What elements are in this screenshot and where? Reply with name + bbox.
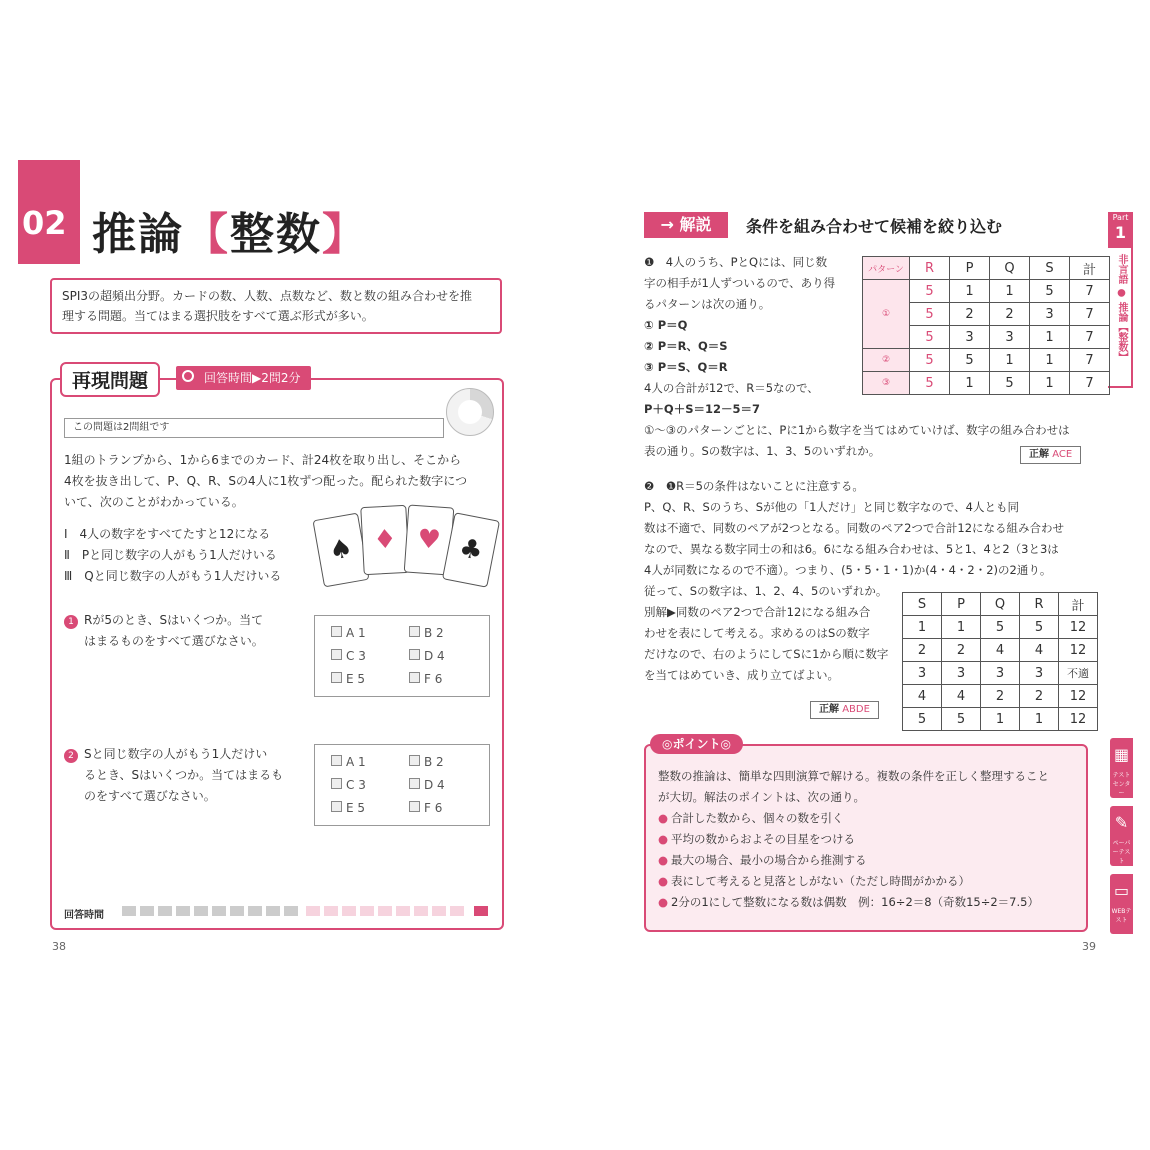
intro-line: SPI3の超頻出分野。カードの数、人数、点数など、数と数の組み合わせを推 — [62, 289, 473, 303]
table-cell: 3 — [950, 326, 990, 349]
time-block — [122, 906, 136, 916]
time-block — [378, 906, 392, 916]
text-line: ❷ ❶R＝5の条件はないことに注意する。 — [644, 479, 864, 493]
chapter-number: 02 — [22, 204, 67, 242]
table-cell: 5 — [910, 326, 950, 349]
table-row — [903, 685, 1098, 708]
table-cell: 2 — [942, 639, 981, 662]
kaisetsu-label: → 解説 — [644, 212, 728, 238]
table-cell: 5 — [1030, 280, 1070, 303]
text-line: ❶ 4人のうち、PとQには、同じ数 — [644, 255, 828, 269]
bullet-icon: ● — [658, 832, 669, 846]
table-header-cell: パターン — [863, 257, 910, 280]
option-d[interactable]: D 4 — [409, 649, 445, 663]
spade-card-icon: ♠ — [312, 513, 369, 588]
table-cell: 2 — [903, 639, 942, 662]
time-block — [194, 906, 208, 916]
table-cell: 3 — [990, 326, 1030, 349]
text-line: が大切。解法のポイントは、次の通り。 — [658, 790, 865, 804]
table-header-cell: P — [942, 593, 981, 616]
answer-label: 正解 — [1029, 449, 1049, 460]
table-cell: 3 — [1030, 303, 1070, 326]
table-header-cell: P — [950, 257, 990, 280]
question-line: Sと同じ数字の人がもう1人だけい — [84, 747, 268, 761]
side-tab-test-center[interactable]: ▦ テストセンター — [1110, 738, 1133, 798]
time-block — [396, 906, 410, 916]
text-line: P、Q、R、Sのうち、Sが他の「1人だけ」と同じ数字なので、4人とも同 — [644, 500, 1019, 514]
problem-line: 4枚を抜き出して、P、Q、R、Sの4人に1枚ずつ配った。配られた数字につ — [64, 474, 468, 488]
table-cell: 5 — [910, 303, 950, 326]
right-page — [588, 160, 1133, 980]
point-body — [658, 766, 1084, 913]
playing-cards-illustration — [318, 504, 498, 588]
table-header-cell: 計 — [1070, 257, 1110, 280]
table-row — [903, 662, 1098, 685]
section-2-text — [644, 476, 1104, 581]
question-number-badge: 2 — [64, 749, 78, 763]
text-line: 別解▶同数のペア2つで合計12になる組み合 — [644, 605, 871, 619]
question-line: るとき、Sはいくつか。当てはまるも — [84, 768, 284, 782]
side-section-label: 非言語 ● 推論【整数】 — [1116, 254, 1127, 362]
option-d[interactable]: D 4 — [409, 778, 445, 792]
table-cell: 1 — [981, 708, 1020, 731]
point-bullet: ● 最大の場合、最小の場合から推測する — [658, 853, 867, 867]
title-bracket-open: 【 — [184, 209, 230, 260]
table-row — [863, 372, 1110, 395]
text-line: 4人の合計が12で、R＝5なので、 — [644, 381, 819, 395]
intro-line: 理する問題。当てはまる選択肢をすべて選ぶ形式が多い。 — [62, 309, 374, 323]
checkbox-icon[interactable] — [409, 672, 420, 683]
question-1 — [64, 610, 264, 652]
table-header-cell: Q — [981, 593, 1020, 616]
title-main: 推論 — [92, 209, 184, 260]
condition-item: Ⅰ 4人の数字をすべてたすと12になる — [64, 527, 271, 541]
time-block — [212, 906, 226, 916]
conditions-list — [64, 524, 281, 587]
club-card-icon: ♣ — [442, 512, 500, 588]
time-block — [266, 906, 280, 916]
option-a[interactable]: A 1 — [331, 626, 366, 640]
table-cell: 1 — [990, 349, 1030, 372]
checkbox-icon[interactable] — [331, 649, 342, 660]
table-header-row — [863, 257, 1110, 280]
bullet-icon: ● — [658, 874, 669, 888]
checkbox-icon[interactable] — [331, 801, 342, 812]
text-line: 従って、Sの数字は、1、2、4、5のいずれか。 — [644, 584, 888, 598]
page-number: 39 — [1082, 940, 1096, 953]
option-c[interactable]: C 3 — [331, 778, 366, 792]
heart-card-icon: ♥ — [404, 504, 455, 575]
table-header-cell: Q — [990, 257, 1030, 280]
text-line: わせを表にして考える。求めるのはSの数字 — [644, 626, 870, 640]
table-cell: 12 — [1059, 639, 1098, 662]
timer-tag — [176, 366, 311, 390]
table-cell: 5 — [910, 349, 950, 372]
answer-value: ABDE — [842, 704, 870, 715]
option-e[interactable]: E 5 — [331, 801, 365, 815]
page-number: 38 — [52, 940, 66, 953]
choices-box-q1 — [314, 615, 490, 697]
condition-item: Ⅱ Pと同じ数字の人がもう1人だけいる — [64, 548, 277, 562]
table-cell: 7 — [1070, 349, 1110, 372]
table-cell: 1 — [950, 280, 990, 303]
table-row — [863, 280, 1110, 303]
text-line: P＋Q＋S＝12－5＝7 — [644, 402, 760, 416]
alt-solution-table — [902, 592, 1098, 731]
time-block — [306, 906, 320, 916]
table-cell: 3 — [981, 662, 1020, 685]
checkbox-icon[interactable] — [331, 778, 342, 789]
table-cell: 3 — [903, 662, 942, 685]
table-cell: 7 — [1070, 280, 1110, 303]
table-cell: 1 — [950, 372, 990, 395]
time-block — [158, 906, 172, 916]
title-sub: 整数 — [230, 209, 322, 260]
option-a[interactable]: A 1 — [331, 755, 366, 769]
table-row — [903, 639, 1098, 662]
table-cell: 1 — [942, 616, 981, 639]
table-cell: 1 — [1020, 708, 1059, 731]
choices-box-q2 — [314, 744, 490, 826]
table-cell: 5 — [950, 349, 990, 372]
time-block — [248, 906, 262, 916]
table-cell: 4 — [1020, 639, 1059, 662]
time-block — [432, 906, 446, 916]
option-b[interactable]: B 2 — [409, 755, 444, 769]
answer-label: 正解 — [819, 704, 839, 715]
point-label: ◎ポイント◎ — [650, 734, 743, 754]
time-block — [474, 906, 488, 916]
table-cell: 12 — [1059, 685, 1098, 708]
question-line: Rが5のとき、Sはいくつか。当て — [84, 613, 264, 627]
time-block — [230, 906, 244, 916]
table-cell: ② — [863, 349, 910, 372]
table-cell: 3 — [942, 662, 981, 685]
table-cell: 2 — [990, 303, 1030, 326]
time-block — [324, 906, 338, 916]
table-cell: 5 — [910, 280, 950, 303]
table-cell: 5 — [1020, 616, 1059, 639]
table-cell: 5 — [903, 708, 942, 731]
question-number-badge: 1 — [64, 615, 78, 629]
point-bullet: ● 表にして考えると見落としがない（ただし時間がかかる） — [658, 874, 971, 888]
text-line: ①～③のパターンごとに、Pに1から数字を当てはめていけば、数字の組み合わせは — [644, 423, 1070, 437]
question-line: はまるものをすべて選びなさい。 — [84, 634, 264, 648]
laptop-icon: ▭ — [1113, 881, 1130, 900]
table-cell: 1 — [903, 616, 942, 639]
title-bracket-close: 】 — [322, 209, 368, 260]
table-cell: 7 — [1070, 372, 1110, 395]
diamond-card-icon: ♦ — [360, 505, 409, 575]
side-tab-paper-test[interactable]: ✎ ペーパーテスト — [1110, 806, 1133, 866]
progress-pie-icon — [446, 388, 494, 436]
text-line: 4人が同数になるので不適）。つまり、(5・5・1・1)か(4・4・2・2)の2通り。 — [644, 563, 1052, 577]
table-cell: 2 — [981, 685, 1020, 708]
table-header-cell: S — [903, 593, 942, 616]
time-block — [284, 906, 298, 916]
table-header-row — [903, 593, 1098, 616]
table-row — [863, 349, 1110, 372]
text-line: を当てはめていき、成り立てばよい。 — [644, 668, 840, 682]
table-row — [903, 708, 1098, 731]
table-cell: 12 — [1059, 708, 1098, 731]
condition-item: Ⅲ Qと同じ数字の人がもう1人だけいる — [64, 569, 282, 583]
text-line: ③ P＝S、Q＝R — [644, 360, 728, 374]
checkbox-icon[interactable] — [409, 649, 420, 660]
problem-line: いて、次のことがわかっている。 — [64, 495, 244, 509]
table-cell: 1 — [1030, 372, 1070, 395]
table-header-cell: R — [1020, 593, 1059, 616]
pencil-icon: ✎ — [1114, 813, 1129, 832]
answer-1-box — [1020, 446, 1081, 464]
time-block — [140, 906, 154, 916]
answer-value: ACE — [1052, 449, 1073, 460]
alarm-clock-icon — [182, 370, 194, 382]
side-tab-web-test[interactable]: ▭ WEBテスト — [1110, 874, 1133, 934]
building-icon: ▦ — [1113, 745, 1130, 764]
question-2 — [64, 744, 283, 807]
time-block — [360, 906, 374, 916]
table-cell: 1 — [1030, 349, 1070, 372]
side-part-head — [1108, 212, 1133, 248]
side-part-label: Part — [1112, 213, 1129, 222]
left-page — [18, 160, 558, 980]
table-cell: 7 — [1070, 326, 1110, 349]
text-line: 表の通り。Sの数字は、1、3、5のいずれか。 — [644, 444, 881, 458]
checkbox-icon[interactable] — [409, 778, 420, 789]
table-header-cell: S — [1030, 257, 1070, 280]
table-cell: 2 — [1020, 685, 1059, 708]
text-line: なので、異なる数字同士の和は6。6になる組み合わせは、5と1、4と2（3と3は — [644, 542, 1059, 556]
table-header-cell: R — [910, 257, 950, 280]
section-1-text — [644, 252, 854, 420]
timer-label: 回答時間▶2問2分 — [204, 371, 301, 385]
intro-box — [50, 278, 502, 334]
option-e[interactable]: E 5 — [331, 672, 365, 686]
bullet-icon: ● — [658, 811, 669, 825]
table-cell: 5 — [990, 372, 1030, 395]
table-cell: ① — [863, 280, 910, 349]
table-cell: 4 — [981, 639, 1020, 662]
option-f[interactable]: F 6 — [409, 672, 442, 686]
table-cell: 5 — [942, 708, 981, 731]
text-line: 字の相手が1人ずついるので、あり得 — [644, 276, 836, 290]
checkbox-icon[interactable] — [409, 626, 420, 637]
checkbox-icon[interactable] — [331, 672, 342, 683]
table-cell: 不適 — [1059, 662, 1098, 685]
answer-time-label: 回答時間 — [64, 910, 104, 921]
problem-note: この問題は2問組です — [64, 418, 444, 438]
checkbox-icon[interactable] — [409, 755, 420, 766]
section-2-alt-text — [644, 581, 894, 686]
checkbox-icon[interactable] — [331, 626, 342, 637]
side-part-number: 1 — [1114, 223, 1127, 242]
table-cell: 4 — [942, 685, 981, 708]
table-cell: 1 — [990, 280, 1030, 303]
answer-2-box — [810, 701, 879, 719]
table-row — [903, 616, 1098, 639]
text-line: 整数の推論は、簡単な四則演算で解ける。複数の条件を正しく整理すること — [658, 769, 1049, 783]
problem-label: 再現問題 — [60, 362, 160, 397]
text-line: ① P＝Q — [644, 318, 688, 332]
text-line: 数は不適で、同数のペアが2つとなる。同数のペア2つで合計12になる組み合わせ — [644, 521, 1065, 535]
table-cell: 5 — [910, 372, 950, 395]
chapter-title — [92, 198, 368, 262]
text-line: だけなので、右のようにしてSに1から順に数字 — [644, 647, 889, 661]
option-b[interactable]: B 2 — [409, 626, 444, 640]
table-cell: 3 — [1020, 662, 1059, 685]
option-c[interactable]: C 3 — [331, 649, 366, 663]
time-block — [450, 906, 464, 916]
checkbox-icon[interactable] — [331, 755, 342, 766]
option-f[interactable]: F 6 — [409, 801, 442, 815]
problem-line: 1組のトランプから、1から6までのカード、計24枚を取り出し、そこから — [64, 453, 462, 467]
point-bullet: ● 平均の数からおよその目星をつける — [658, 832, 856, 846]
pattern-table — [862, 256, 1110, 395]
table-cell: 4 — [903, 685, 942, 708]
table-cell: 7 — [1070, 303, 1110, 326]
question-line: のをすべて選びなさい。 — [84, 789, 216, 803]
table-cell: ③ — [863, 372, 910, 395]
bullet-icon: ● — [658, 853, 669, 867]
chapter-number-block — [18, 160, 80, 264]
text-line: るパターンは次の通り。 — [644, 297, 771, 311]
table-cell: 1 — [1030, 326, 1070, 349]
table-cell: 5 — [981, 616, 1020, 639]
point-bullet: ● 2分の1にして整数になる数は偶数 例：16÷2＝8（奇数15÷2＝7.5） — [658, 895, 1039, 909]
table-header-cell: 計 — [1059, 593, 1098, 616]
point-bullet: ● 合計した数から、個々の数を引く — [658, 811, 844, 825]
bullet-icon: ● — [658, 895, 669, 909]
kaisetsu-title: 条件を組み合わせて候補を絞り込む — [746, 217, 1003, 236]
time-block — [342, 906, 356, 916]
time-block — [414, 906, 428, 916]
text-line: ② P＝R、Q＝S — [644, 339, 728, 353]
time-block — [176, 906, 190, 916]
table-cell: 2 — [950, 303, 990, 326]
table-cell: 12 — [1059, 616, 1098, 639]
checkbox-icon[interactable] — [409, 801, 420, 812]
